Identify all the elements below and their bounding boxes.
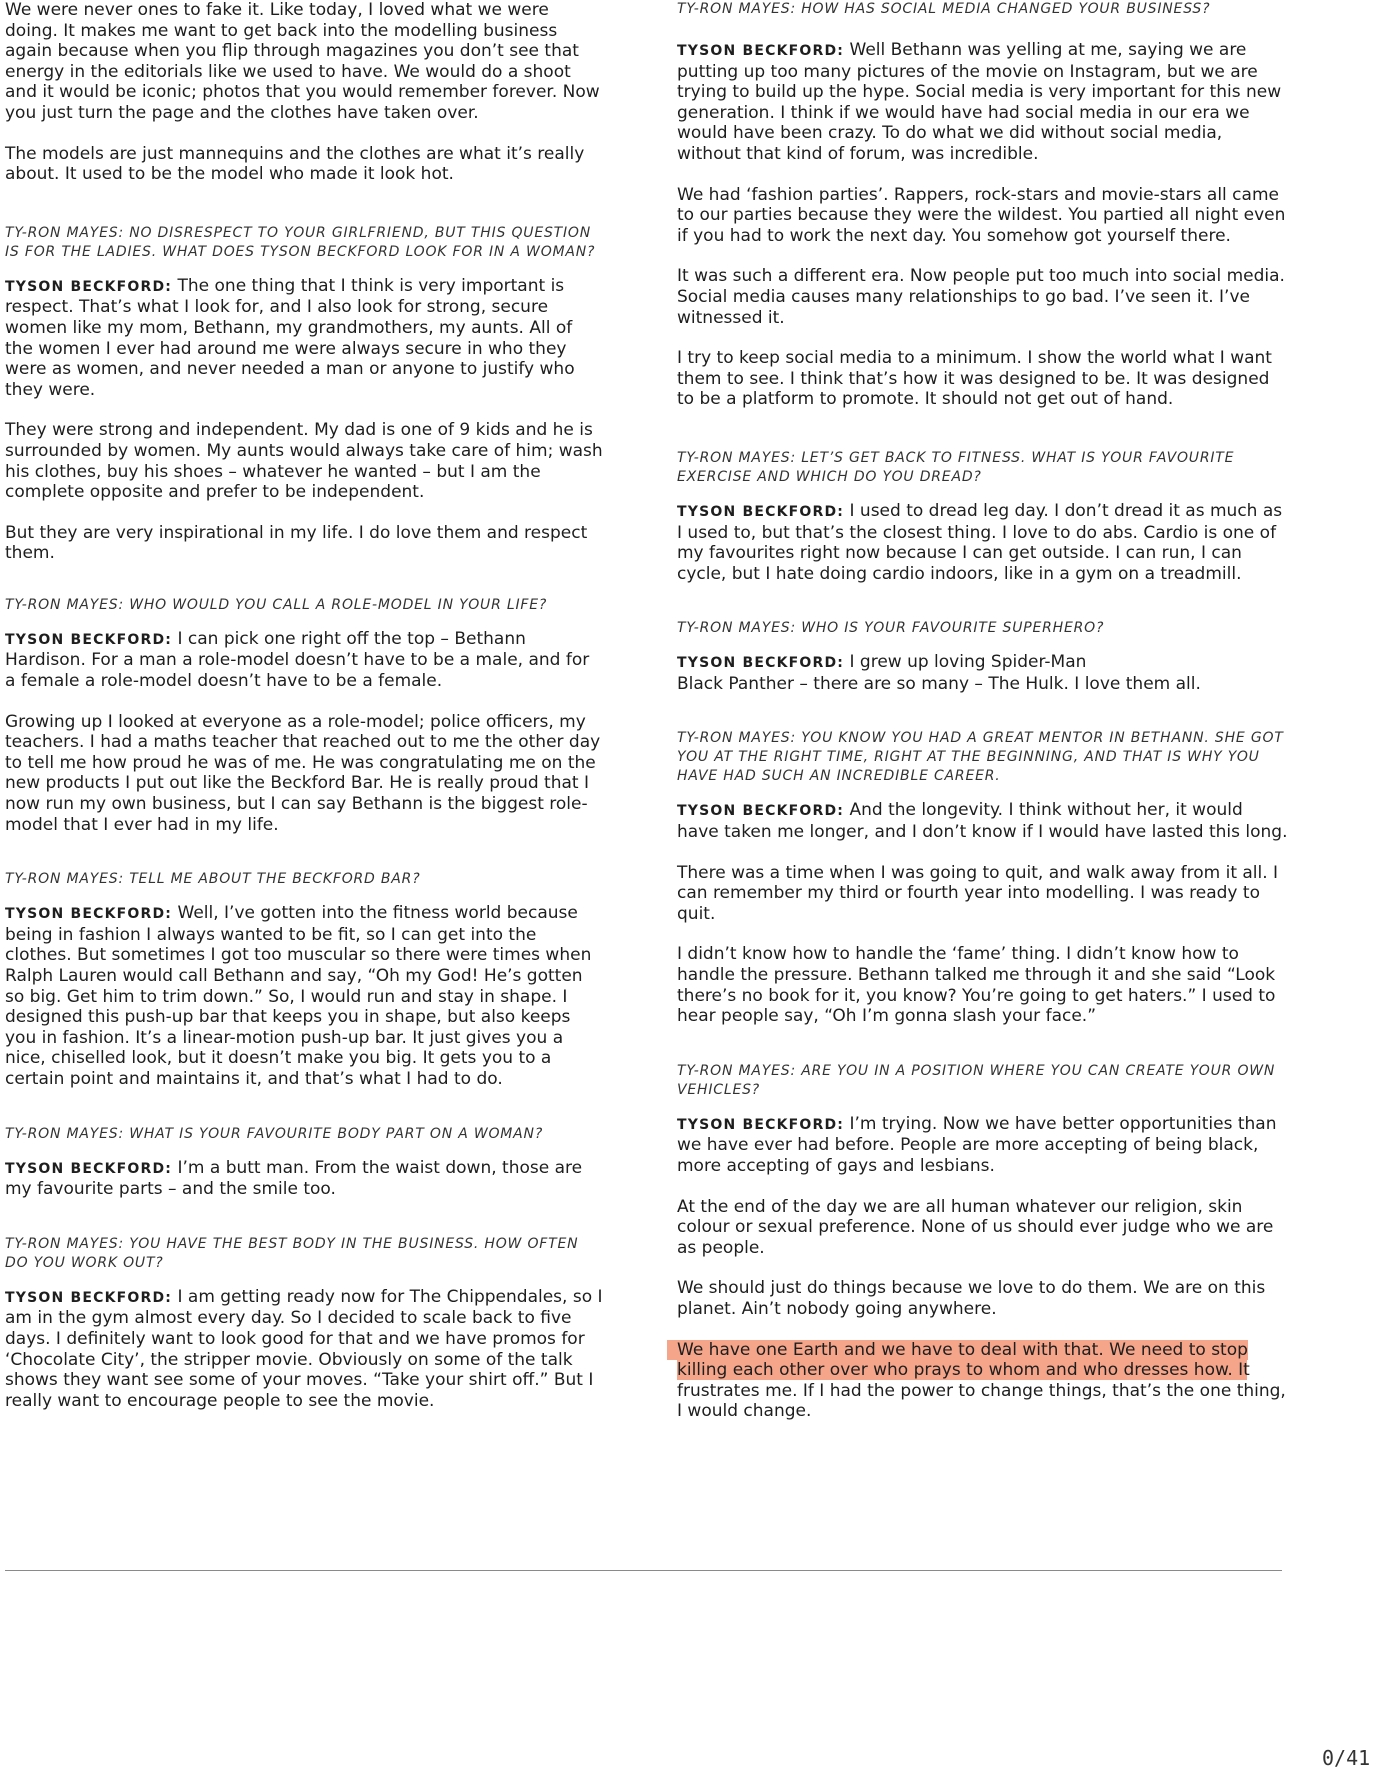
highlighted-paragraph [677, 1340, 1289, 1422]
answer-text: I grew up loving Spider-Man [849, 652, 1087, 673]
interview-answer [5, 903, 605, 1089]
right-column [677, 0, 1289, 1422]
paragraph: I didn’t know how to handle the ‘fame’ thing. I didn’t know how to handle the pressure. Bethann talked me through it and she said “Look there’s no book for it, you know? You’re going to get haters.” I used to hear people say, “Oh I’m gonna slash your face.” [677, 944, 1276, 1027]
interview-answer [5, 276, 605, 401]
speaker-label: TYSON BECKFORD: [5, 906, 173, 923]
paragraph: We had ‘fashion parties’. Rappers, rock-stars and movie-stars all came to our parties because they were the wildest. You partied all night even if you had to work the next day. You somehow got yourself there. [677, 184, 1286, 246]
answer-text: I’m trying. Now we have better opportunities than we have ever had before. People are more accepting of being black, more accepting of gays and lesbians. [677, 1113, 1277, 1176]
interview-question: TY-RON MAYES: LET’S GET BACK TO FITNESS. WHAT IS YOUR FAVOURITE EXERCISE AND WHICH DO YOU DREAD? [677, 449, 1235, 485]
paragraph: At the end of the day we are all human whatever our religion, skin colour or sexual preference. None of us should ever judge who we are as people. [677, 1196, 1274, 1258]
speaker-label: TYSON BECKFORD: [677, 655, 845, 672]
speaker-label: TYSON BECKFORD: [5, 1289, 173, 1306]
speaker-label: TYSON BECKFORD: [5, 278, 173, 295]
paragraph: Growing up I looked at everyone as a role-model; police officers, my teachers. I had a maths teacher that reached out to me the other day to tell me how proud he was of me. He was congratulating me on the new products I put out like the Beckford Bar. He is really proud that I now run my own business, but I can say Bethann is the biggest role-model that I ever had in my life. [5, 711, 601, 835]
answer-text: I am getting ready now for The Chippendales, so I am in the gym almost every day. So I decided to scale back to five days. I definitely want to look good for that and we have promos for ‘Chocolate City’, the stripper movie. Obviously on some of the talk shows they want see some of your moves. “Take your shirt off.” But I really want to encourage people to see the movie. [5, 1286, 603, 1411]
interview-question: TY-RON MAYES: YOU KNOW YOU HAD A GREAT MENTOR IN BETHANN. SHE GOT YOU AT THE RIGHT TIME, RIGHT AT THE BEGINNING, AND THAT IS WHY YOU HAVE HAD SUCH AN INCREDIBLE CAREER. [677, 730, 1284, 785]
interview-question: TY-RON MAYES: YOU HAVE THE BEST BODY IN THE BUSINESS. HOW OFTEN DO YOU WORK OUT? [5, 1235, 579, 1271]
speaker-label: TYSON BECKFORD: [677, 503, 845, 520]
interview-question: TY-RON MAYES: NO DISRESPECT TO YOUR GIRLFRIEND, BUT THIS QUESTION IS FOR THE LADIES. WHAT DOES TYSON BECKFORD LOOK FOR IN A WOMAN? [5, 224, 596, 260]
answer-text: The one thing that I think is very important is respect. That’s what I look for, and I also look for strong, secure women like my mom, Bethann, my grandmothers, my aunts. All of the women I ever had around me were always secure in who they were as women, and never needed a man or anyone to justify who they were. [5, 275, 575, 400]
paragraph: The models are just mannequins and the clothes are what it’s really about. It used to be the model who made it look hot. [5, 143, 585, 185]
paragraph: I try to keep social media to a minimum. I show the world what I want them to see. I think that’s how it was designed to be. It was designed to be a platform to promote. It should not get out of hand. [677, 348, 1272, 410]
answer-text: I’m a butt man. From the waist down, those are my favourite parts – and the smile too. [5, 1157, 583, 1200]
interview-question: TY-RON MAYES: WHAT IS YOUR FAVOURITE BODY PART ON A WOMAN? [5, 1125, 544, 1142]
answer-text: Black Panther – there are so many – The Hulk. I love them all. [677, 673, 1201, 694]
speaker-label: TYSON BECKFORD: [677, 803, 845, 820]
interview-question: TY-RON MAYES: TELL ME ABOUT THE BECKFORD BAR? [5, 871, 421, 888]
interview-question: TY-RON MAYES: ARE YOU IN A POSITION WHERE YOU CAN CREATE YOUR OWN VEHICLES? [677, 1062, 1276, 1098]
interview-answer [677, 652, 1289, 674]
paragraph: They were strong and independent. My dad is one of 9 kids and he is surrounded by women. My aunts would always take care of him; wash his clothes, buy his shoes – whatever he wanted – but I am the complete opposite and prefer to be independent. [5, 420, 603, 503]
paragraph: There was a time when I was going to quit, and walk away from it all. I can remember my third or fourth year into modelling. I was ready to quit. [677, 862, 1279, 924]
horizontal-rule [5, 1570, 1282, 1571]
paragraph: We were never ones to fake it. Like today, I loved what we were doing. It makes me want to get back into the modelling business again because when you flip through magazines you don’t see that energy in the editorials like we used to have. We would do a shoot and it would be iconic; photos that you would remember forever. Now you just turn the page and the clothes have taken over. [5, 0, 600, 123]
highlighted-text: We have one Earth and we have to deal with that. We need to stop killing each other over who prays to whom and who dresses how. [677, 1339, 1248, 1381]
paragraph-continuation: It frustrates me. If I had the power to change things, that’s the one thing, I would change. [677, 1360, 1286, 1422]
speaker-label: TYSON BECKFORD: [677, 43, 845, 59]
answer-text: Well, I’ve gotten into the fitness world because being in fashion I always wanted to be fit, so I can get into the clothes. But sometimes I got too muscular so there were times when Ralph Lauren would call Bethann and say, “Oh my God! He’s gotten so big. Get him to trim down.” So, I would run and stay in shape. I designed this push-up bar that keeps you in shape, but also keeps you in fashion. It’s a linear-motion push-up bar. It just gives you a nice, chiselled look, but it doesn’t make you big. It gets you to a certain point and maintains it, and that’s what I had to do. [5, 903, 592, 1089]
paragraph: We should just do things because we love to do them. We are on this planet. Ain’t nobody going anywhere. [677, 1278, 1266, 1319]
speaker-label: TYSON BECKFORD: [5, 1160, 173, 1177]
speaker-label: TYSON BECKFORD: [677, 1116, 845, 1133]
left-column [5, 0, 605, 1411]
interview-question: TY-RON MAYES: WHO IS YOUR FAVOURITE SUPERHERO? [677, 620, 1105, 637]
answer-text: Well Bethann was yelling at me, saying we are putting up too many pictures of the movie on Instagram, but we are trying to build up the hype. Social media is very important for this new generation. I think if we would have had social media in our era we would have been crazy. To do what we did without social media, without that kind of forum, was incredible. [677, 40, 1282, 164]
interview-answer [5, 629, 605, 692]
paragraph: It was such a different era. Now people put too much into social media. Social media causes many relationships to go bad. I’ve seen it. I’ve witnessed it. [677, 266, 1285, 328]
interview-answer [677, 40, 1289, 165]
interview-answer [677, 800, 1289, 842]
speaker-label: TYSON BECKFORD: [5, 631, 173, 648]
page-counter: 0/41 [1322, 1746, 1371, 1770]
interview-question: TY-RON MAYES: WHO WOULD YOU CALL A ROLE-MODEL IN YOUR LIFE? [5, 596, 548, 613]
interview-answer [5, 1287, 605, 1412]
answer-text: I can pick one right off the top – Bethann Hardison. For a man a role-model doesn’t have to be a male, and for a female a role-model doesn’t have to be a female. [5, 628, 590, 692]
answer-text: I used to dread leg day. I don’t dread it as much as I used to, but that’s the closest thing. I love to do abs. Cardio is one of my favourites right now because I can get outside. I can run, I can cycle, but I hate doing cardio indoors, like in a gym on a treadmill. [677, 500, 1283, 584]
answer-text: And the longevity. I think without her, it would have taken me longer, and I don’t know if I would have lasted this long. [677, 800, 1288, 843]
interview-answer [5, 1158, 605, 1200]
interview-answer [677, 501, 1289, 584]
interview-answer [677, 1114, 1289, 1177]
paragraph: But they are very inspirational in my life. I do love them and respect them. [5, 522, 588, 564]
interview-question: TY-RON MAYES: HOW HAS SOCIAL MEDIA CHANGED YOUR BUSINESS? [677, 1, 1211, 17]
